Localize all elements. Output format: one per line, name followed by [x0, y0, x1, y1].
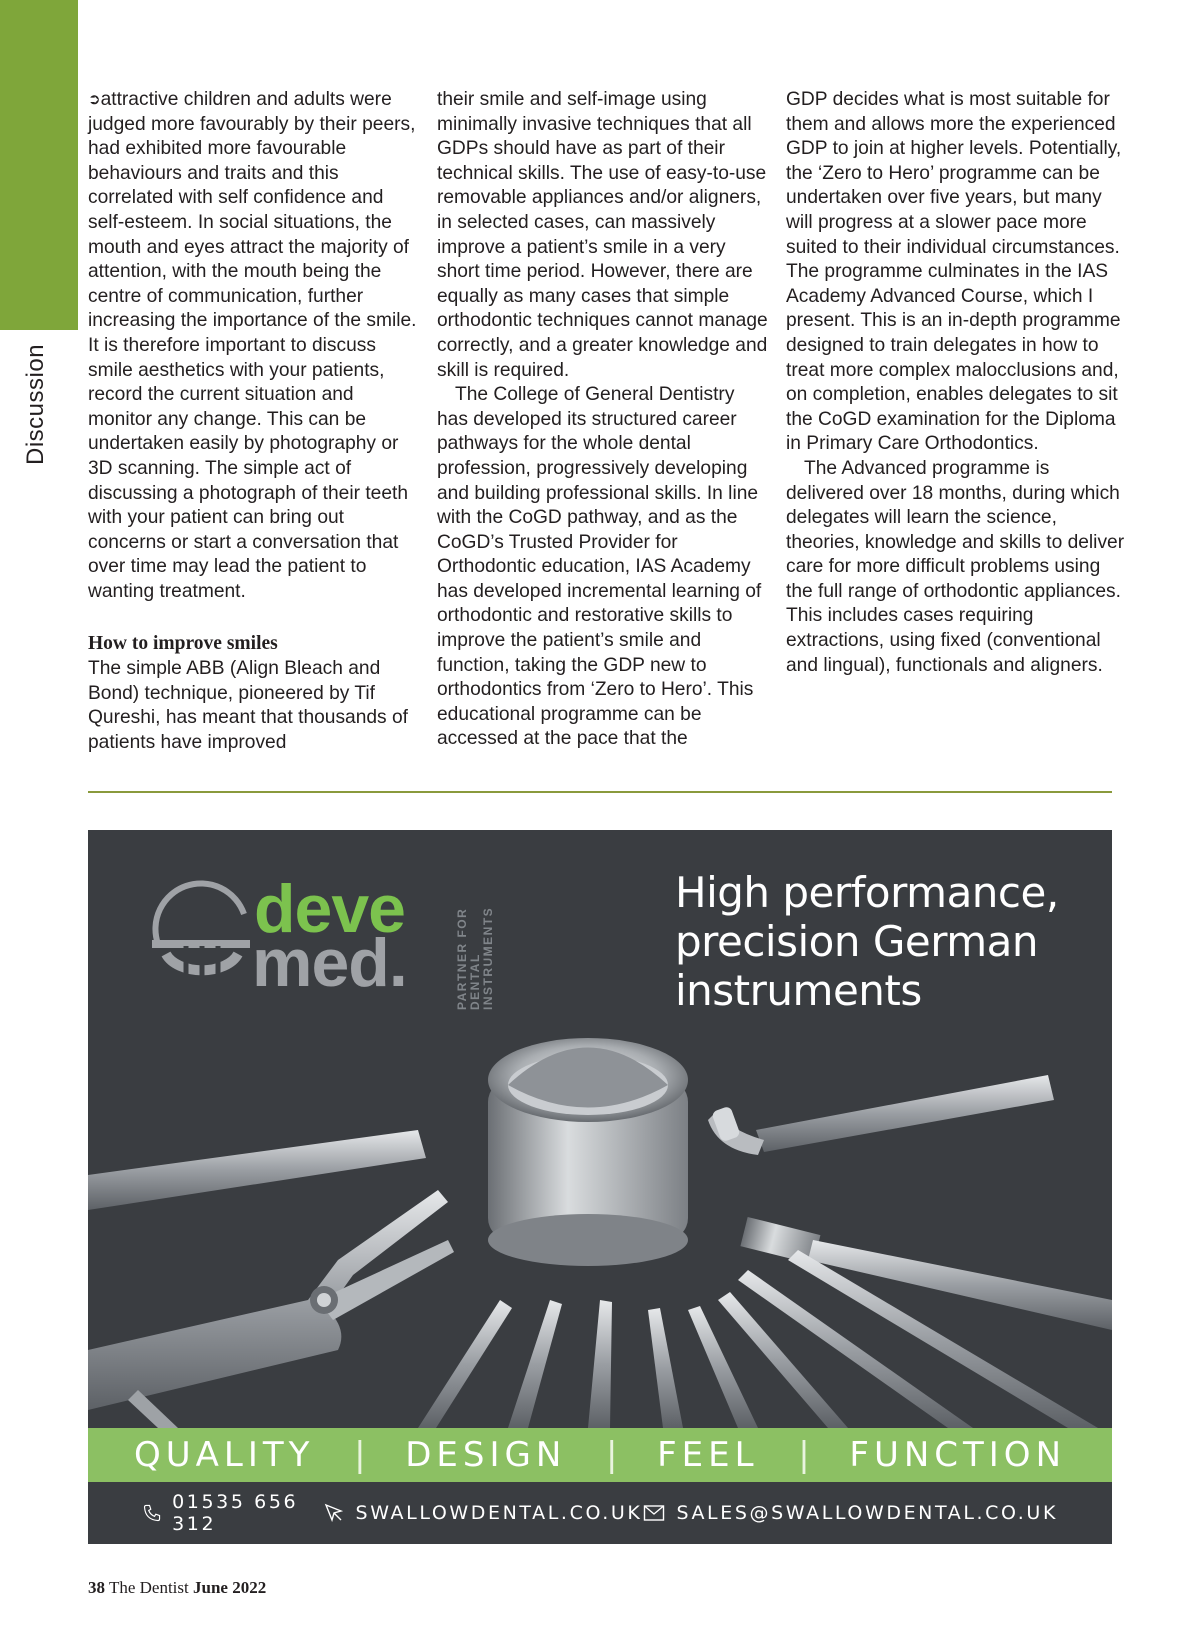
section-label-text: Discussion [22, 343, 49, 465]
issue-date: June 2022 [193, 1578, 267, 1597]
logo-tagline [456, 892, 496, 1010]
col2-paragraph-1: their smile and self-image using minimally invasive techniques that all GDPs should have as part of their technical skills. The use of easy-to-use removable appliances and/or aligners, in selected cases, can massively improve a patient’s smile in a very short time period. However, there are equally as many cases that simple orthodontic techniques cannot manage correctly, and a greater knowledge and skill is required. [437, 89, 768, 381]
col1-paragraph-2: The simple ABB (Align Bleach and Bond) technique, pioneered by Tif Qureshi, has meant that thousands of patients have improved [88, 658, 408, 753]
continued-arrow-icon: ➲ [88, 91, 101, 108]
contact-website[interactable] [322, 1501, 643, 1525]
logo-tagline-text: PARTNER FOR DENTAL INSTRUMENTS [455, 906, 495, 1010]
section-label [22, 345, 58, 465]
article-column-3 [786, 88, 1126, 678]
phone-icon [142, 1501, 162, 1525]
page-number: 38 [88, 1578, 105, 1597]
ad-contact-bar [88, 1482, 1112, 1544]
phone-number: 01535 656 312 [172, 1491, 299, 1535]
logo-deve: deve [254, 871, 405, 947]
article-column-1 [88, 88, 420, 755]
contact-phone[interactable] [142, 1491, 322, 1535]
col2-paragraph-2: The College of General Dentistry has developed its structured career pathways for the whole dental profession, progressively developing and building professional skills. In line with the CoGD pathway, and as the CoGD’s Trusted Provider for Orthodontic education, IAS Academy has developed incremental learning of orthodontic and restorative skills to improve the patient’s smile and function, taking the GDP new to orthodontics from ‘Zero to Hero’. This educational programme can be accessed at the pace that the [437, 384, 762, 750]
article-divider [88, 791, 1112, 793]
article-column-2 [437, 88, 769, 752]
page-footer [88, 1578, 266, 1598]
band-word-design: DESIGN [405, 1435, 567, 1475]
band-separator: | [605, 1435, 618, 1475]
col3-paragraph-2: The Advanced programme is delivered over 18 months, during which delegates will learn the science, theories, knowledge and skills to deliver care for more difficult problems using the full range of orthodontic appliances. This includes cases requiring extractions, using fixed (conventional and lingual), functionals and aligners. [786, 457, 1125, 676]
ad-headline: High performance, precision German instruments [675, 868, 1059, 1015]
ad-values-band [88, 1428, 1112, 1482]
cursor-icon [322, 1501, 346, 1525]
website-link: SWALLOWDENTAL.CO.UK [355, 1502, 643, 1524]
col1-paragraph-1-text: attractive children and adults were judged more favourably by their peers, had exhibited more favourable behaviours and traits and this correlated with self confidence and self-esteem. In social situations, the mouth and eyes attract the majority of attention, with the mouth being the centre of communication, further increasing the importance of the smile. It is therefore important to discuss smile aesthetics with your patients, record the current situation and monitor any change. This can be undertaken easily by photography or 3D scanning. The simple act of discussing a photograph of their teeth with your patient can bring out concerns or start a conversation that over time may lead the patient to wanting treatment. [88, 89, 417, 602]
section-color-bar [0, 0, 78, 330]
band-word-quality: QUALITY [134, 1435, 315, 1475]
devemed-logo [146, 860, 495, 1010]
col3-paragraph-1: GDP decides what is most suitable for them and allows more the experienced GDP to join at higher levels. Potentially, the ‘Zero to Hero’ programme can be undertaken over five years, but many will progress at a slower pace more suited to their individual circumstances. The programme culminates in the IAS Academy Advanced Course, which I present. This is an in-depth programme designed to train delegates in how to treat more complex malocclusions and, on completion, enables delegates to sit the CoGD examination for the Diploma in Primary Care Orthodontics. [786, 89, 1122, 455]
logo-med: med. [252, 925, 407, 1001]
contact-email[interactable] [642, 1501, 1058, 1525]
band-word-function: FUNCTION [849, 1435, 1066, 1475]
col1-paragraph-1 [88, 88, 420, 604]
advertisement[interactable] [88, 830, 1112, 1544]
email-link: SALES@SWALLOWDENTAL.CO.UK [676, 1502, 1058, 1524]
band-separator: | [354, 1435, 366, 1475]
subheading: How to improve smiles [88, 633, 278, 655]
band-word-feel: FEEL [657, 1435, 759, 1475]
envelope-icon [642, 1501, 666, 1525]
globe-logo-icon [146, 874, 256, 984]
band-separator: | [798, 1435, 810, 1475]
publication-name: The Dentist [108, 1578, 189, 1597]
